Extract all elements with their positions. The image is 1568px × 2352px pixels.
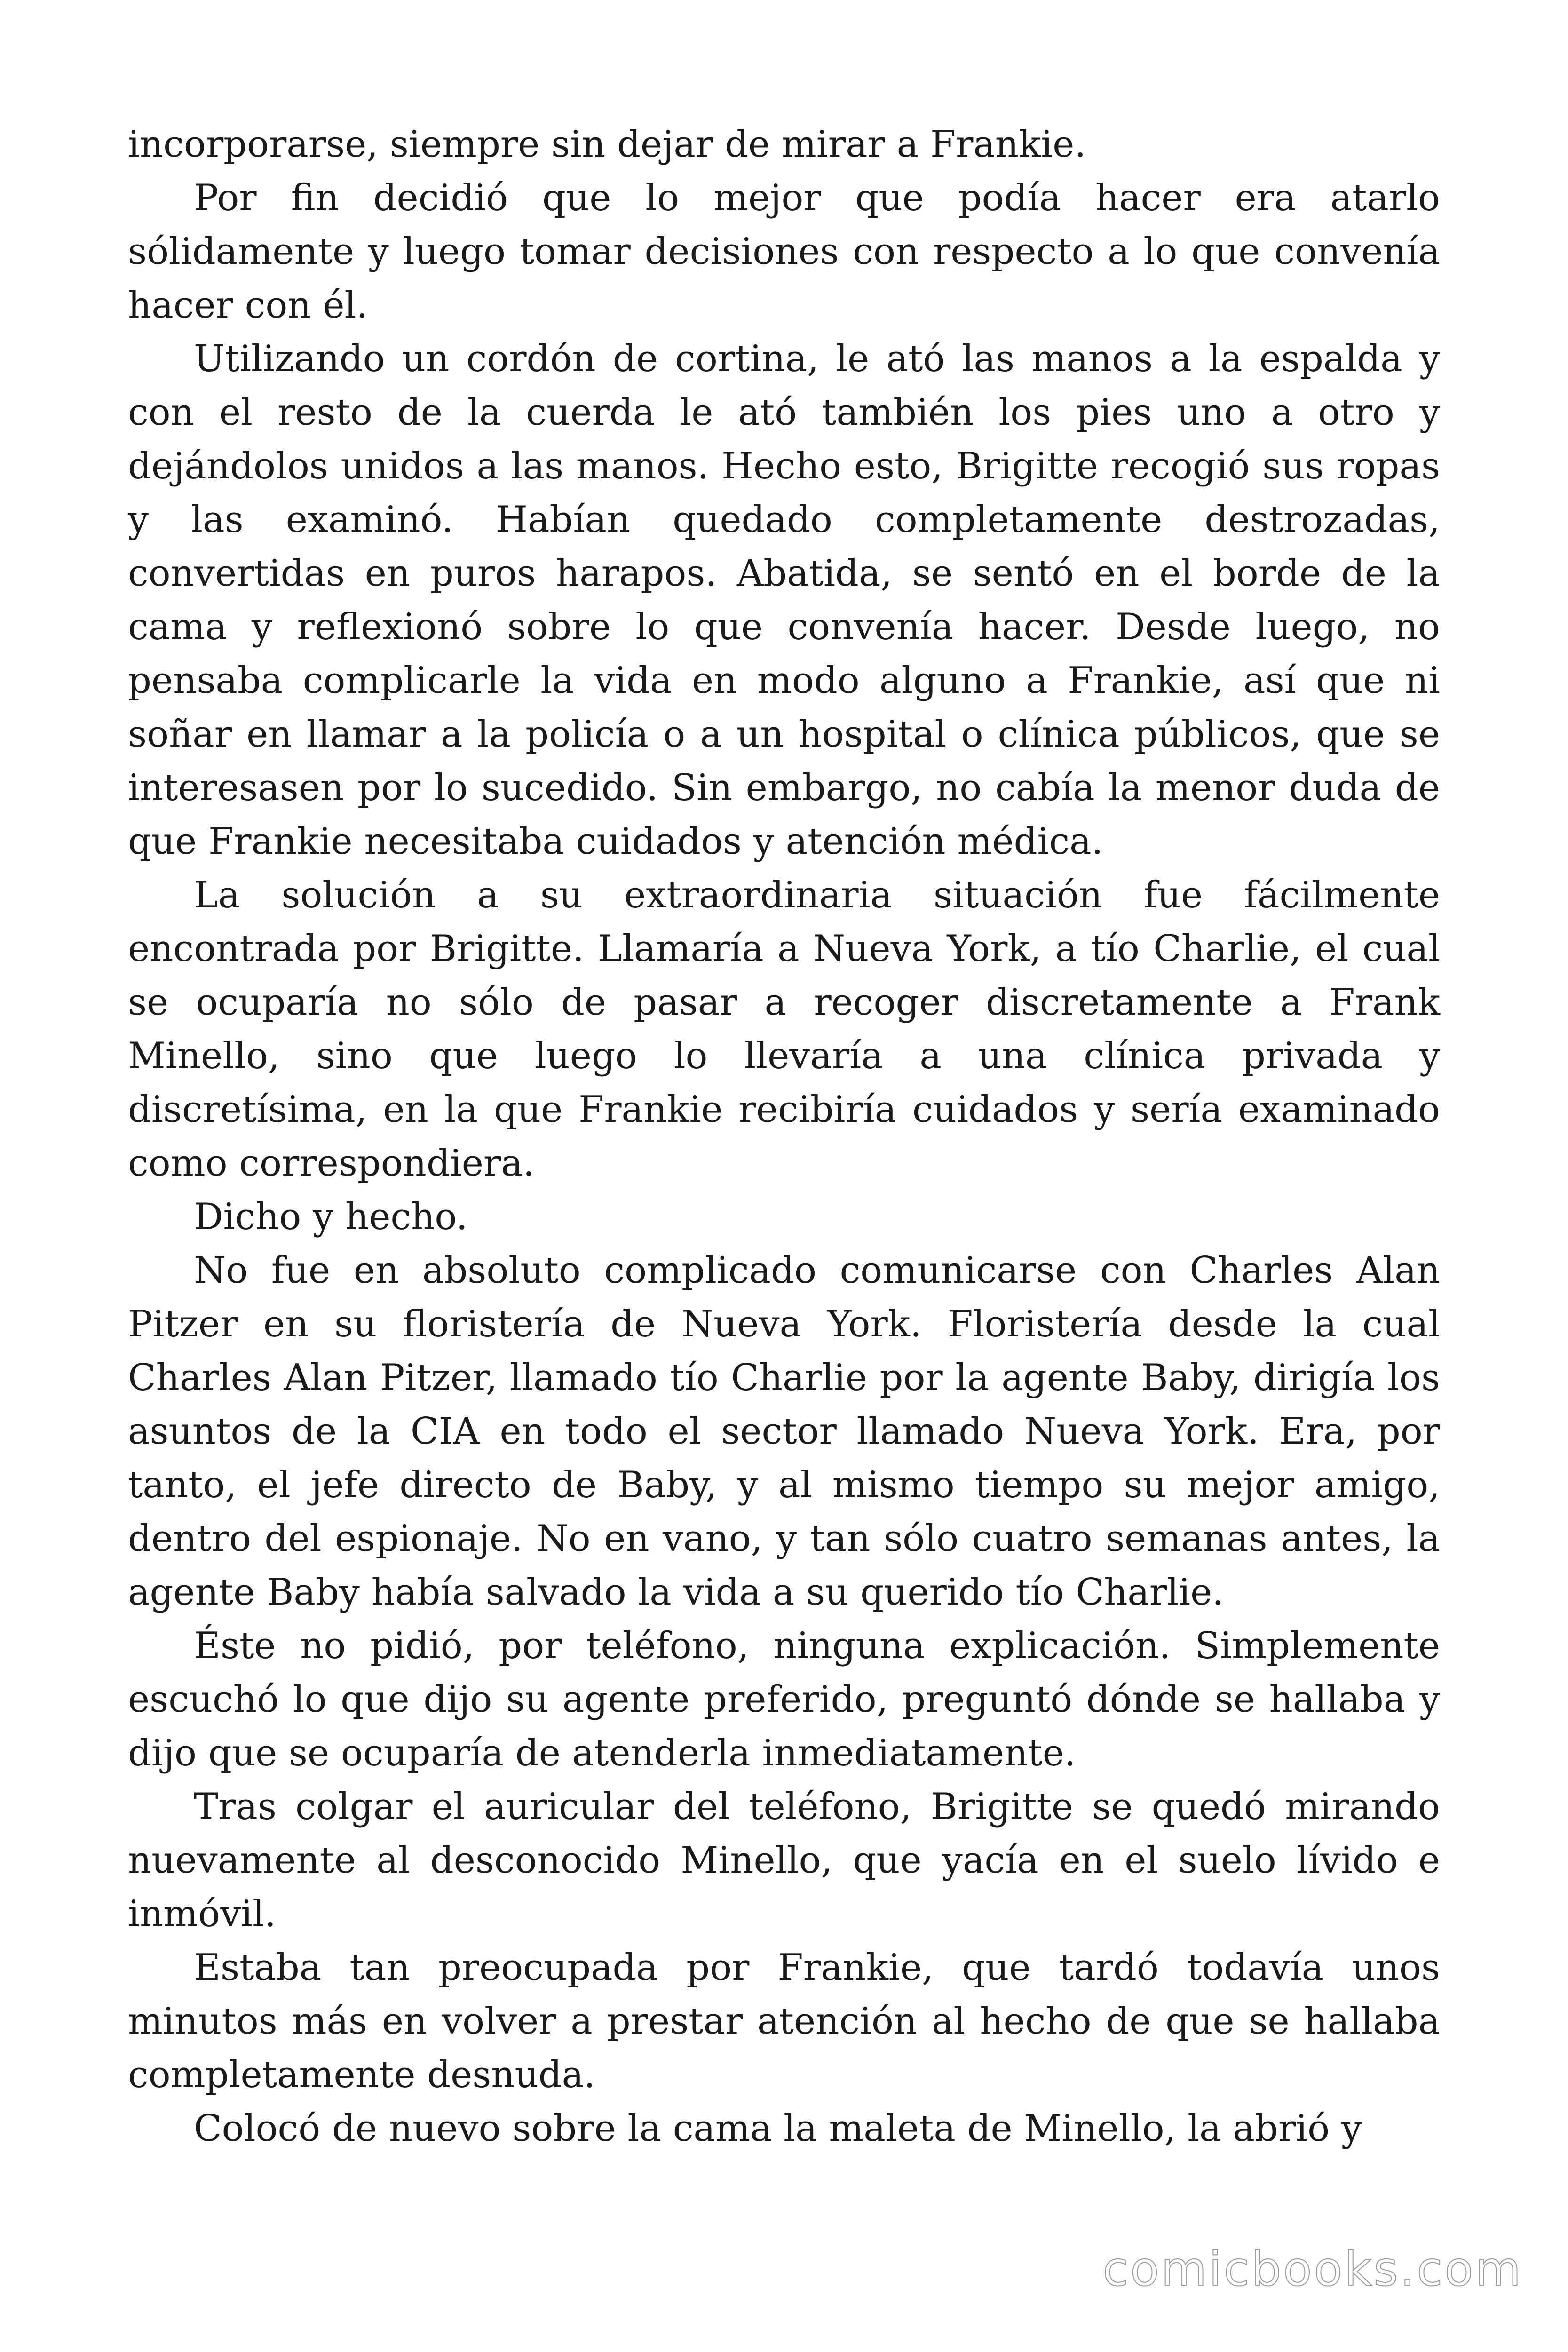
paragraph-9: Estaba tan preocupada por Frankie, que tardó todavía unos minutos más en volver a prestar atención al hecho de que se hallaba completamente desnuda. bbox=[128, 1947, 1440, 2096]
paragraph-4: La solución a su extraordinaria situación fue fácilmente encontrada por Brigitte. Llamaría a Nueva York, a tío Charlie, el cual se ocuparía no sólo de pasar a recoger discretamente a Frank Minello, sino que luego lo llevaría a una clínica privada y discretísima, en la que Frankie recibiría cuidados y sería examinado como correspondiera. bbox=[128, 874, 1440, 1184]
paragraph-2: Por fin decidió que lo mejor que podía hacer era atarlo sólidamente y luego tomar decisiones con respecto a lo que convenía hacer con él. bbox=[128, 177, 1440, 326]
paragraph-3: Utilizando un cordón de cortina, le ató las manos a la espalda y con el resto de la cuerda le ató también los pies uno a otro y dejándolos unidos a las manos. Hecho esto, Brigitte recogió sus ropas y las examinó. Habían quedado completamente destrozadas, convertidas en puros harapos. Abatida, se sentó en el borde de la cama y reflexionó sobre lo que convenía hacer. Desde luego, no pensaba complicarle la vida en modo alguno a Frankie, así que ni soñar en llamar a la policía o a un hospital o clínica públicos, que se interesasen por lo sucedido. Sin embargo, no cabía la menor duda de que Frankie necesitaba cuidados y atención médica. bbox=[128, 338, 1440, 863]
paragraph-1: incorporarse, siempre sin dejar de mirar a Frankie. bbox=[128, 123, 1086, 166]
watermark: comicbooks.com bbox=[1102, 2241, 1523, 2296]
paragraph-8: Tras colgar el auricular del teléfono, Brigitte se quedó mirando nuevamente al desconocido Minello, que yacía en el suelo lívido e inmóvil. bbox=[128, 1786, 1440, 1935]
paragraph-7: Éste no pidió, por teléfono, ninguna explicación. Simplemente escuchó lo que dijo su agente preferido, preguntó dónde se hallaba y dijo que se ocuparía de atenderla inmediatamente. bbox=[128, 1625, 1440, 1774]
paragraph-6: No fue en absoluto complicado comunicarse con Charles Alan Pitzer en su floristería de Nueva York. Floristería desde la cual Charles Alan Pitzer, llamado tío Charlie por la agente Baby, dirigía los asuntos de la CIA en todo el sector llamado Nueva York. Era, por tanto, el jefe directo de Baby, y al mismo tiempo su mejor amigo, dentro del espionaje. No en vano, y tan sólo cuatro semanas antes, la agente Baby había salvado la vida a su querido tío Charlie. bbox=[128, 1249, 1440, 1613]
paragraph-5: Dicho y hecho. bbox=[194, 1196, 468, 1238]
paragraph-10: Colocó de nuevo sobre la cama la maleta de Minello, la abrió y bbox=[194, 2107, 1362, 2150]
book-page-text bbox=[128, 118, 1440, 2155]
